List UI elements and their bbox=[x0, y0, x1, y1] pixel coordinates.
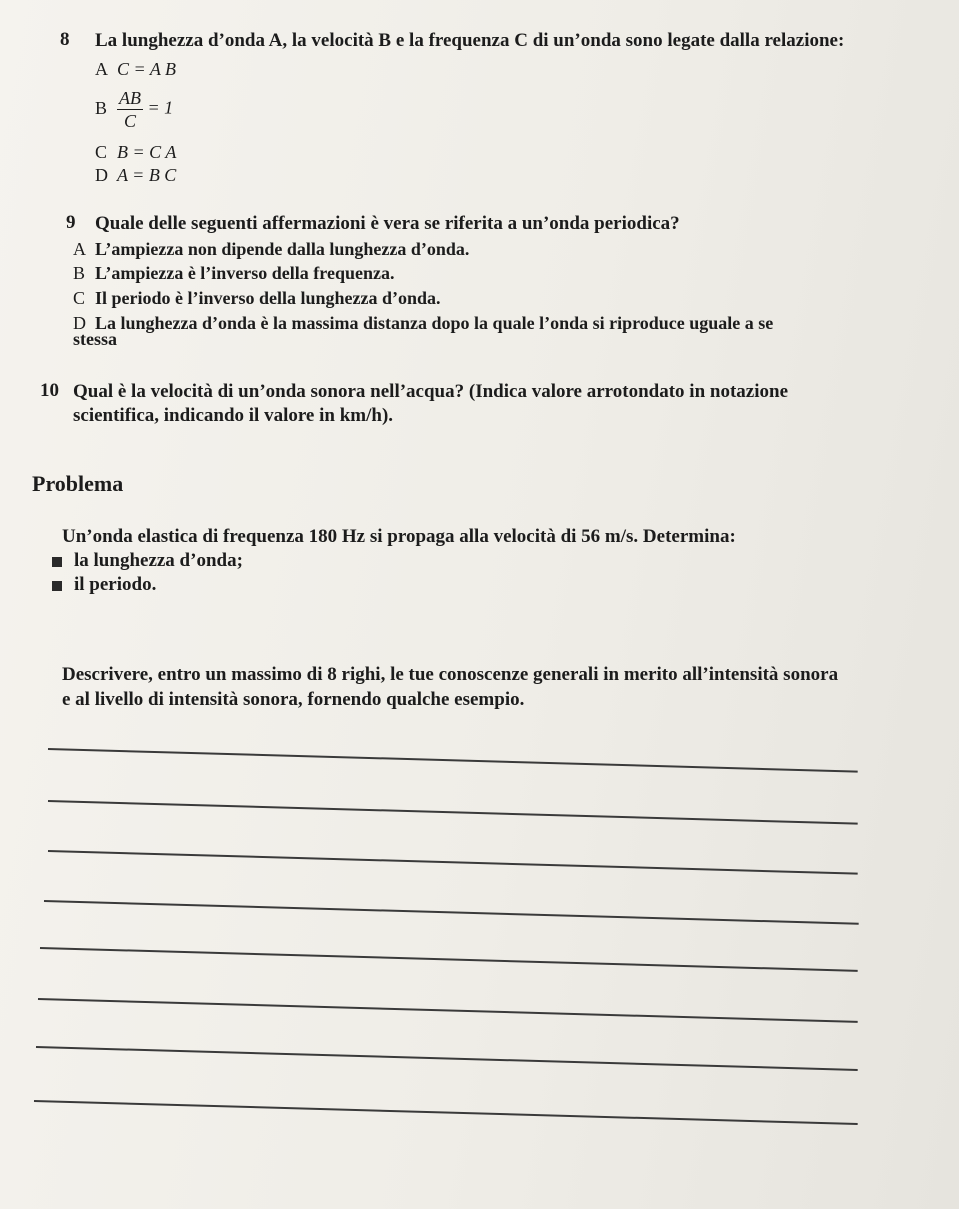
bullet-square-icon bbox=[52, 581, 62, 591]
q8-option-c: C B = C A bbox=[95, 142, 177, 162]
q10-text-line2: scientifica, indicando il valore in km/h). bbox=[73, 405, 394, 426]
q9-option-c: C Il periodo è l’inverso della lunghezza d’onda. bbox=[73, 288, 441, 308]
answer-line[interactable] bbox=[34, 1100, 858, 1125]
problema-text: Un’onda elastica di frequenza 180 Hz si propaga alla velocità di 56 m/s. Determina: bbox=[62, 526, 736, 547]
answer-line[interactable] bbox=[38, 998, 858, 1022]
q8-fraction: $\frac{AB}{C}$ bbox=[119, 88, 141, 131]
answer-line[interactable] bbox=[48, 850, 858, 874]
q8-text: La lunghezza d’onda A, la velocità B e la frequenza C di un’onda sono legate dalla relazione: bbox=[95, 30, 845, 51]
problema-bullet-2: il periodo. bbox=[52, 574, 156, 596]
q9-option-d: D La lunghezza d’onda è la massima distanza dopo la quale l’onda si riproduce uguale a se bbox=[73, 313, 774, 333]
q10-text-line1: Qual è la velocità di un’onda sonora nell’acqua? (Indica valore arrotondato in notazione bbox=[73, 381, 789, 402]
answer-line[interactable] bbox=[40, 947, 858, 971]
q8-number: 8 bbox=[60, 29, 70, 50]
problema-bullet-1: la lunghezza d’onda; bbox=[52, 550, 243, 572]
answer-line[interactable] bbox=[36, 1046, 858, 1070]
essay-prompt-line2: e al livello di intensità sonora, fornendo qualche esempio. bbox=[62, 689, 525, 710]
q8-option-b: B $\frac{AB}{C}$ = 1 bbox=[95, 88, 174, 131]
answer-line[interactable] bbox=[48, 800, 858, 824]
q9-number: 9 bbox=[66, 212, 76, 233]
q9-option-a: A L’ampiezza non dipende dalla lunghezza d’onda. bbox=[73, 239, 470, 259]
answer-line[interactable] bbox=[44, 900, 859, 924]
q8-option-d: D A = B C bbox=[95, 165, 177, 185]
problema-title: Problema bbox=[32, 471, 124, 496]
q9-option-d-continued: stessa bbox=[73, 329, 117, 349]
q9-option-b: B L’ampiezza è l’inverso della frequenza. bbox=[73, 263, 395, 283]
answer-line[interactable] bbox=[48, 748, 858, 772]
essay-prompt-line1: Descrivere, entro un massimo di 8 righi, le tue conoscenze generali in merito all’intensità sonora bbox=[62, 664, 839, 685]
q9-text: Quale delle seguenti affermazioni è vera se riferita a un’onda periodica? bbox=[95, 213, 680, 234]
bullet-square-icon bbox=[52, 557, 62, 567]
q10-number: 10 bbox=[40, 380, 59, 401]
q8-option-a: A C = A B bbox=[95, 59, 176, 79]
